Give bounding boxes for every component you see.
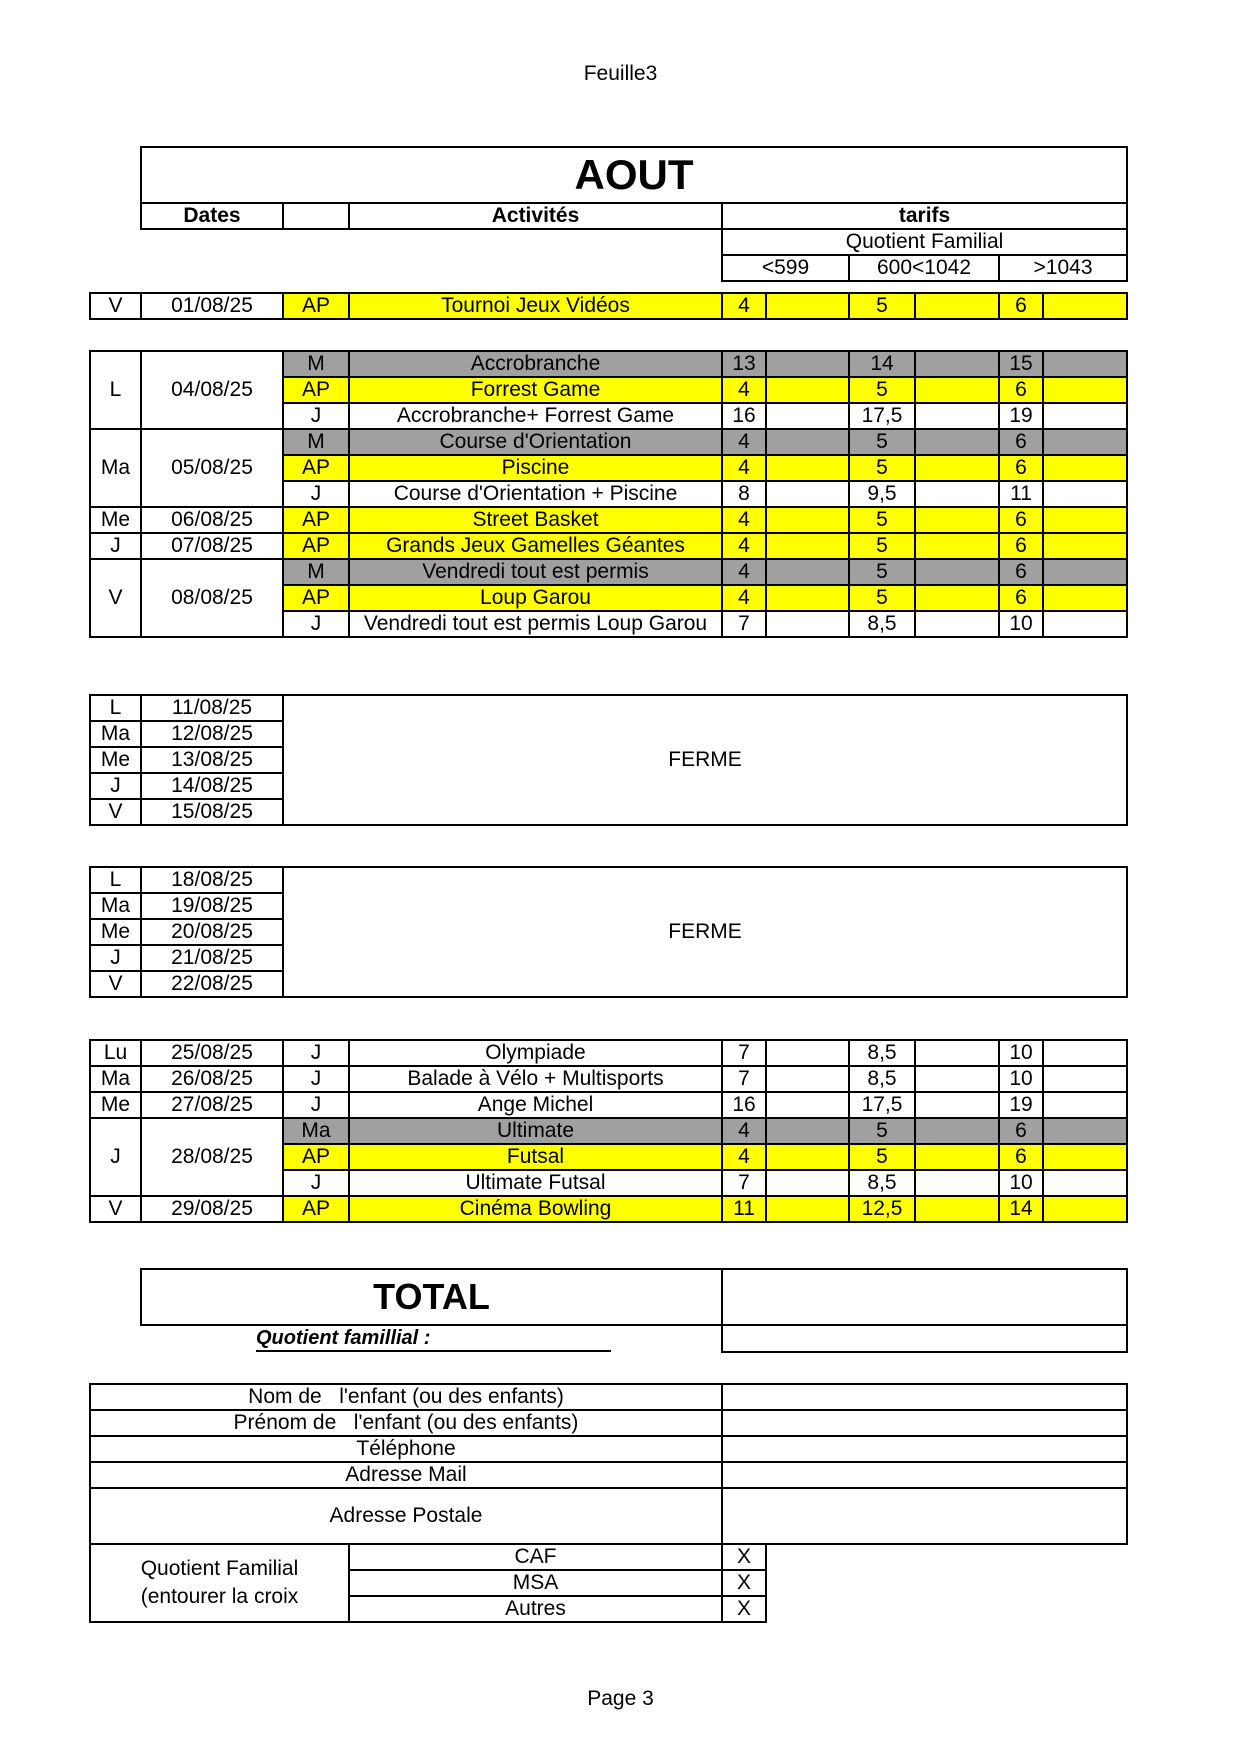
child-firstname-label: Prénom de l'enfant (ou des enfants) [90, 1410, 722, 1436]
slot-cell: J [283, 1040, 349, 1066]
day-cell: Me [90, 919, 141, 945]
postal-address-field[interactable] [722, 1488, 1127, 1544]
slot-header [283, 203, 349, 229]
contact-form-table [89, 1383, 1128, 1623]
autres-label: Autres [349, 1596, 722, 1622]
date-cell: 18/08/25 [141, 867, 283, 893]
price-low-cell: 7 [722, 611, 766, 637]
price-low-cell: 13 [722, 351, 766, 377]
date-cell: 20/08/25 [141, 919, 283, 945]
date-cell: 11/08/25 [141, 695, 283, 721]
slot-cell: J [283, 1092, 349, 1118]
day-cell: J [90, 533, 141, 559]
price-high-cell: 10 [999, 1170, 1043, 1196]
day-cell: Me [90, 1092, 141, 1118]
day-cell: V [90, 799, 141, 825]
price-mid-cell: 5 [849, 559, 915, 585]
price-mid-cell: 8,5 [849, 1170, 915, 1196]
price-high-cell: 6 [999, 1118, 1043, 1144]
day-cell: V [90, 559, 141, 637]
slot-cell: J [283, 403, 349, 429]
quotient-familial-label: Quotient famillial : [256, 1326, 611, 1352]
msa-label: MSA [349, 1570, 722, 1596]
day-cell: J [90, 945, 141, 971]
date-cell: 06/08/25 [141, 507, 283, 533]
price-low-cell: 8 [722, 481, 766, 507]
activity-cell: Grands Jeux Gamelles Géantes [349, 533, 722, 559]
month-title: AOUT [141, 147, 1127, 203]
quotient-source-line-2: (entourer la croix [140, 1585, 299, 1608]
price-low-cell: 4 [722, 585, 766, 611]
caf-label: CAF [349, 1544, 722, 1570]
date-cell: 25/08/25 [141, 1040, 283, 1066]
week-3-table [89, 694, 1128, 826]
msa-checkbox[interactable]: X [722, 1570, 766, 1596]
slot-cell: J [283, 481, 349, 507]
day-cell: V [90, 971, 141, 997]
activity-cell: Accrobranche [349, 351, 722, 377]
activity-cell: Vendredi tout est permis Loup Garou [349, 611, 722, 637]
table-row [90, 1196, 1127, 1222]
date-cell: 05/08/25 [141, 429, 283, 507]
activity-cell: Accrobranche+ Forrest Game [349, 403, 722, 429]
quotient-source-label [90, 1544, 349, 1622]
price-high-cell: 15 [999, 351, 1043, 377]
price-mid-cell: 5 [849, 533, 915, 559]
day-cell: L [90, 695, 141, 721]
table-row [90, 429, 1127, 455]
price-high-cell: 6 [999, 293, 1043, 319]
email-label: Adresse Mail [90, 1462, 722, 1488]
day-cell: V [90, 1196, 141, 1222]
day-cell: L [90, 351, 141, 429]
price-low-cell: 4 [722, 455, 766, 481]
activity-cell: Cinéma Bowling [349, 1196, 722, 1222]
table-row [90, 293, 1127, 319]
date-cell: 01/08/25 [141, 293, 283, 319]
page-number: Page 3 [587, 1687, 654, 1710]
date-cell: 27/08/25 [141, 1092, 283, 1118]
week-1-table [89, 292, 1128, 320]
slot-cell: AP [283, 507, 349, 533]
activity-cell: Street Basket [349, 507, 722, 533]
activity-cell: Balade à Vélo + Multisports [349, 1066, 722, 1092]
price-mid-cell: 17,5 [849, 403, 915, 429]
slot-cell: M [283, 559, 349, 585]
activity-cell: Forrest Game [349, 377, 722, 403]
price-mid-cell: 8,5 [849, 611, 915, 637]
activity-cell: Piscine [349, 455, 722, 481]
caf-checkbox[interactable]: X [722, 1544, 766, 1570]
price-high-cell: 14 [999, 1196, 1043, 1222]
price-mid-cell: 5 [849, 293, 915, 319]
day-cell: V [90, 293, 141, 319]
child-firstname-field[interactable] [722, 1410, 1127, 1436]
price-mid-cell: 9,5 [849, 481, 915, 507]
header-table [140, 146, 1128, 282]
price-mid-cell: 5 [849, 377, 915, 403]
table-row [90, 695, 1127, 721]
table-row [90, 559, 1127, 585]
price-high-cell: 6 [999, 507, 1043, 533]
price-low-cell: 7 [722, 1170, 766, 1196]
date-cell: 12/08/25 [141, 721, 283, 747]
price-mid-cell: 5 [849, 585, 915, 611]
date-cell: 21/08/25 [141, 945, 283, 971]
price-high-cell: 19 [999, 1092, 1043, 1118]
day-cell: Lu [90, 1040, 141, 1066]
date-cell: 22/08/25 [141, 971, 283, 997]
quotient-low-header: <599 [722, 255, 849, 281]
total-table [140, 1268, 1128, 1353]
price-high-cell: 6 [999, 1144, 1043, 1170]
price-high-cell: 11 [999, 481, 1043, 507]
slot-cell: AP [283, 377, 349, 403]
date-cell: 15/08/25 [141, 799, 283, 825]
activity-cell: Ange Michel [349, 1092, 722, 1118]
price-low-cell: 4 [722, 1144, 766, 1170]
table-row [90, 867, 1127, 893]
price-low-cell: 7 [722, 1066, 766, 1092]
price-low-cell: 4 [722, 1118, 766, 1144]
date-cell: 13/08/25 [141, 747, 283, 773]
child-name-field[interactable] [722, 1384, 1127, 1410]
date-cell: 19/08/25 [141, 893, 283, 919]
total-value-field[interactable] [722, 1269, 1127, 1325]
activity-cell: Vendredi tout est permis [349, 559, 722, 585]
price-mid-cell: 5 [849, 507, 915, 533]
date-cell: 07/08/25 [141, 533, 283, 559]
price-high-cell: 6 [999, 559, 1043, 585]
price-mid-cell: 5 [849, 429, 915, 455]
table-row [90, 351, 1127, 377]
week-5-table [89, 1039, 1128, 1223]
price-mid-cell: 8,5 [849, 1066, 915, 1092]
quotient-familial-field[interactable] [722, 1325, 1127, 1352]
price-low-cell: 16 [722, 403, 766, 429]
tarifs-header: tarifs [722, 203, 1127, 229]
closed-cell: FERME [283, 867, 1127, 997]
autres-checkbox[interactable]: X [722, 1596, 766, 1622]
price-high-cell: 10 [999, 611, 1043, 637]
closed-cell: FERME [283, 695, 1127, 825]
table-row [90, 1066, 1127, 1092]
activity-cell: Futsal [349, 1144, 722, 1170]
table-row [90, 1118, 1127, 1144]
day-cell: J [90, 1118, 141, 1196]
slot-cell: M [283, 351, 349, 377]
phone-label: Téléphone [90, 1436, 722, 1462]
price-mid-cell: 17,5 [849, 1092, 915, 1118]
week-2-table [89, 350, 1128, 638]
slot-cell: J [283, 611, 349, 637]
dates-header: Dates [141, 203, 283, 229]
table-row [90, 533, 1127, 559]
price-low-cell: 4 [722, 293, 766, 319]
day-cell: Ma [90, 1066, 141, 1092]
date-cell: 14/08/25 [141, 773, 283, 799]
sheet-name: Feuille3 [583, 62, 658, 85]
date-cell: 28/08/25 [141, 1118, 283, 1196]
price-mid-cell: 14 [849, 351, 915, 377]
price-low-cell: 4 [722, 377, 766, 403]
price-high-cell: 6 [999, 455, 1043, 481]
table-row [90, 507, 1127, 533]
postal-address-label: Adresse Postale [90, 1488, 722, 1544]
price-high-cell: 10 [999, 1066, 1043, 1092]
price-high-cell: 6 [999, 429, 1043, 455]
price-high-cell: 10 [999, 1040, 1043, 1066]
phone-field[interactable] [722, 1436, 1127, 1462]
date-cell: 26/08/25 [141, 1066, 283, 1092]
quotient-mid-header: 600<1042 [849, 255, 999, 281]
slot-cell: AP [283, 585, 349, 611]
day-cell: J [90, 773, 141, 799]
price-low-cell: 7 [722, 1040, 766, 1066]
activity-cell: Course d'Orientation + Piscine [349, 481, 722, 507]
slot-cell: Ma [283, 1118, 349, 1144]
slot-cell: AP [283, 455, 349, 481]
date-cell: 29/08/25 [141, 1196, 283, 1222]
price-low-cell: 4 [722, 429, 766, 455]
quotient-high-header: >1043 [999, 255, 1127, 281]
activity-cell: Olympiade [349, 1040, 722, 1066]
quotient-source-line-1: Quotient Familial [140, 1557, 299, 1580]
price-mid-cell: 5 [849, 1118, 915, 1144]
price-mid-cell: 8,5 [849, 1040, 915, 1066]
price-low-cell: 4 [722, 507, 766, 533]
activity-cell: Ultimate [349, 1118, 722, 1144]
activity-cell: Ultimate Futsal [349, 1170, 722, 1196]
activity-cell: Loup Garou [349, 585, 722, 611]
date-cell: 08/08/25 [141, 559, 283, 637]
child-name-label: Nom de l'enfant (ou des enfants) [90, 1384, 722, 1410]
price-high-cell: 6 [999, 585, 1043, 611]
slot-cell: AP [283, 533, 349, 559]
day-cell: Ma [90, 721, 141, 747]
slot-cell: AP [283, 1196, 349, 1222]
price-mid-cell: 5 [849, 1144, 915, 1170]
price-high-cell: 6 [999, 377, 1043, 403]
slot-cell: M [283, 429, 349, 455]
activity-cell: Course d'Orientation [349, 429, 722, 455]
table-row [90, 1040, 1127, 1066]
slot-cell: J [283, 1066, 349, 1092]
day-cell: Me [90, 747, 141, 773]
price-low-cell: 4 [722, 559, 766, 585]
price-low-cell: 4 [722, 533, 766, 559]
day-cell: L [90, 867, 141, 893]
slot-cell: AP [283, 1144, 349, 1170]
day-cell: Me [90, 507, 141, 533]
activity-cell: Tournoi Jeux Vidéos [349, 293, 722, 319]
activites-header: Activités [349, 203, 722, 229]
day-cell: Ma [90, 893, 141, 919]
table-row [90, 1092, 1127, 1118]
total-label: TOTAL [141, 1269, 722, 1325]
slot-cell: AP [283, 293, 349, 319]
price-low-cell: 16 [722, 1092, 766, 1118]
price-mid-cell: 5 [849, 455, 915, 481]
date-cell: 04/08/25 [141, 351, 283, 429]
slot-cell: J [283, 1170, 349, 1196]
quotient-header: Quotient Familial [722, 229, 1127, 255]
price-high-cell: 6 [999, 533, 1043, 559]
price-mid-cell: 12,5 [849, 1196, 915, 1222]
price-high-cell: 19 [999, 403, 1043, 429]
day-cell: Ma [90, 429, 141, 507]
email-field[interactable] [722, 1462, 1127, 1488]
week-4-table [89, 866, 1128, 998]
price-low-cell: 11 [722, 1196, 766, 1222]
